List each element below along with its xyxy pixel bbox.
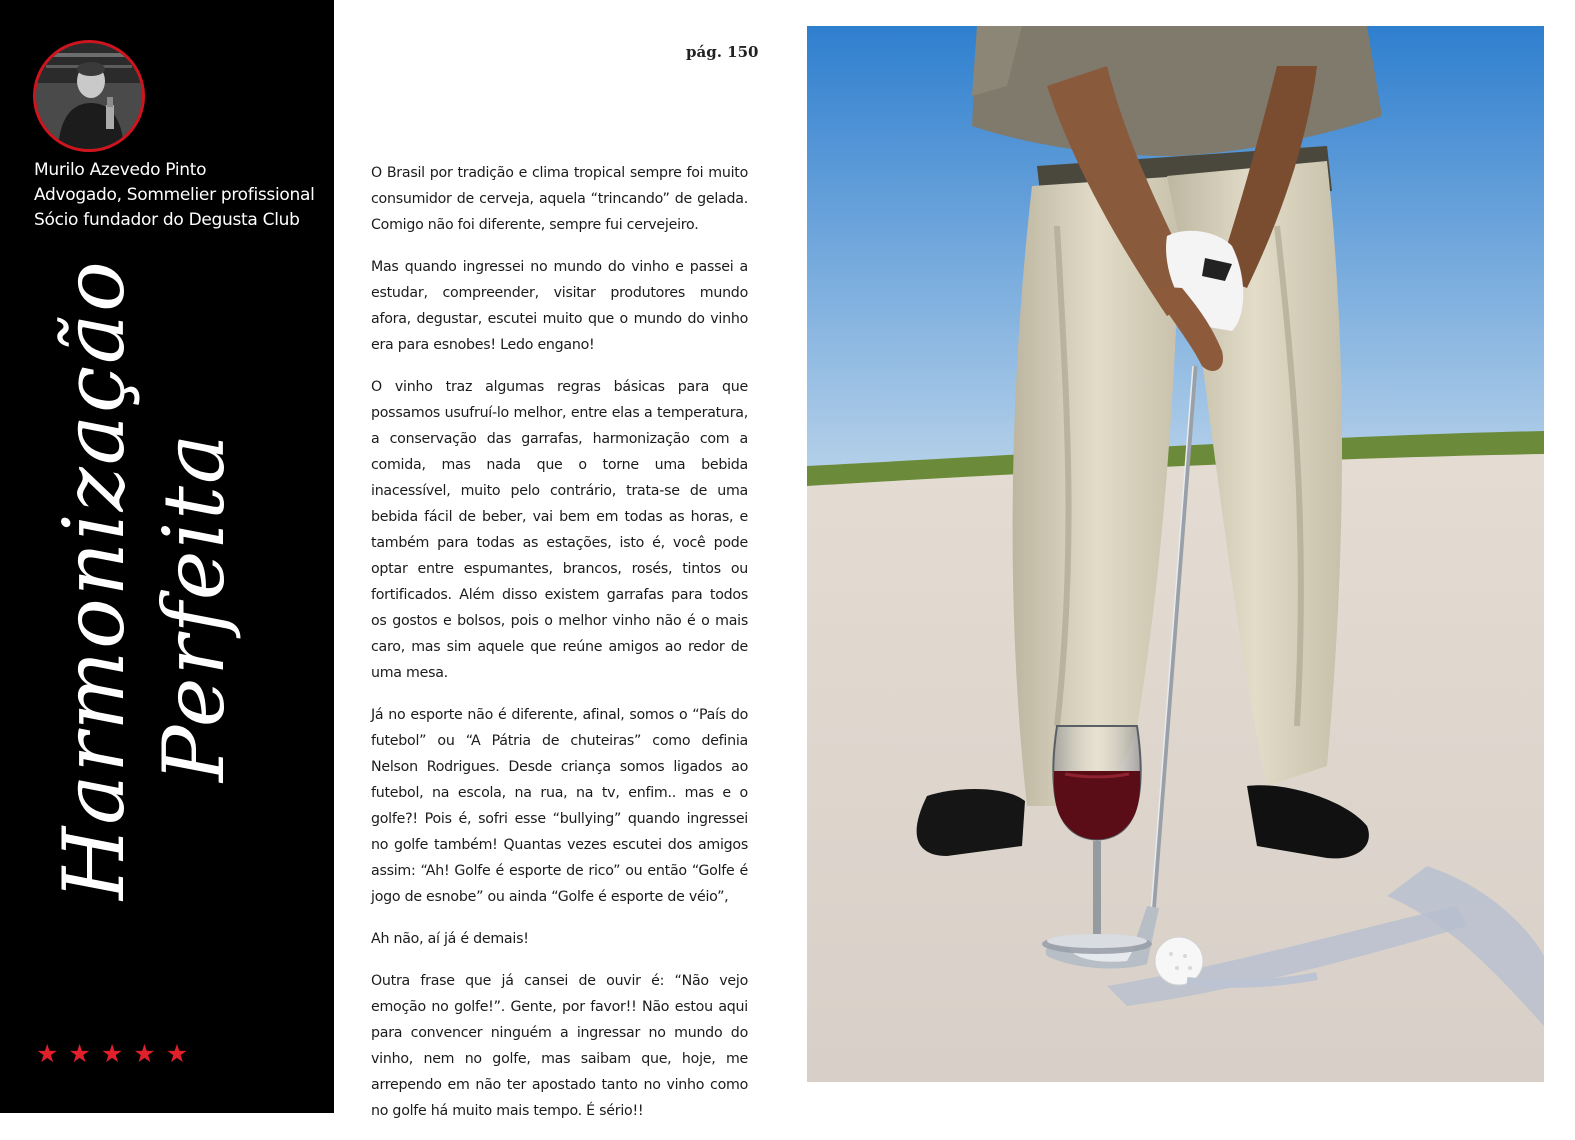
star-icon: ★ — [165, 1039, 189, 1068]
article-body — [371, 160, 748, 1140]
title-line-2: Perfeita — [145, 431, 243, 782]
sidebar — [0, 0, 334, 1113]
title-line-1: Harmonização — [45, 259, 143, 900]
author-info — [34, 158, 315, 233]
author-role: Advogado, Sommelier profissional — [34, 185, 315, 205]
rating-stars — [36, 1040, 188, 1068]
author-company: Sócio fundador do Degusta Club — [34, 210, 300, 230]
article-paragraph: O Brasil por tradição e clima tropical sempre foi muito consumidor de cerveja, aquela “trincando” de gelada. Comigo não foi diferente, sempre fui cervejeiro. — [371, 165, 748, 233]
article-paragraph: Outra frase que já cansei de ouvir é: “Não vejo emoção no golfe!”. Gente, por favor!! Não estou aqui para convencer ninguém a ingressar no mundo do vinho, nem no golfe, mas saibam que, hoje, me arrependo em não ter apostado tanto no vinho como no golfe há muito mais tempo. É sério!! — [371, 973, 748, 1119]
article-paragraph: Ah não, aí já é demais! — [371, 931, 529, 947]
author-avatar — [33, 40, 145, 152]
author-name: Murilo Azevedo Pinto — [34, 160, 207, 180]
star-icon: ★ — [68, 1039, 91, 1068]
article-paragraph: Mas quando ingressei no mundo do vinho e passei a estudar, compreender, visitar produtores mundo afora, degustar, escutei muito que o mundo do vinho era para esnobes! Ledo engano! — [371, 259, 748, 353]
star-icon: ★ — [133, 1039, 156, 1068]
star-icon: ★ — [36, 1039, 59, 1068]
star-icon: ★ — [100, 1039, 124, 1068]
article-paragraph: Já no esporte não é diferente, afinal, somos o “País do futebol” ou “A Pátria de chuteiras” como definia Nelson Rodrigues. Desde criança somos ligados ao futebol, na escola, na rua, na tv, enfim.. mas e o golfe?! Pois é, sofri esse “bullying” quando ingressei no golfe também! Quantas vezes escutei dos amigos assim: “Ah! Golfe é esporte de rico” ou então “Golfe é jogo de esnobe” ou ainda “Golfe é esporte de véio”, — [371, 707, 748, 905]
author-photo — [36, 43, 142, 149]
article-paragraph: O vinho traz algumas regras básicas para que possamos usufruí-lo melhor, entre elas a temperatura, a conservação das garrafas, harmonização com a comida, mas nada que o torne uma bebida inacessível, muito pelo contrário, trata-se de uma bebida fácil de beber, vai bem em todas as horas, e também para todas as estações, isto é, você pode optar entre espumantes, brancos, rosés, tintos ou fortificados. Além disso existem garrafas para todos os gostos e bolsos, pois o melhor vinho não é o mais caro, mas sim aquele que reúne amigos ao redor de uma mesa. — [371, 379, 748, 681]
script-title — [44, 259, 274, 900]
page-number: pág. 150 — [686, 43, 759, 61]
golfer-wine-illustration — [807, 26, 1544, 1082]
